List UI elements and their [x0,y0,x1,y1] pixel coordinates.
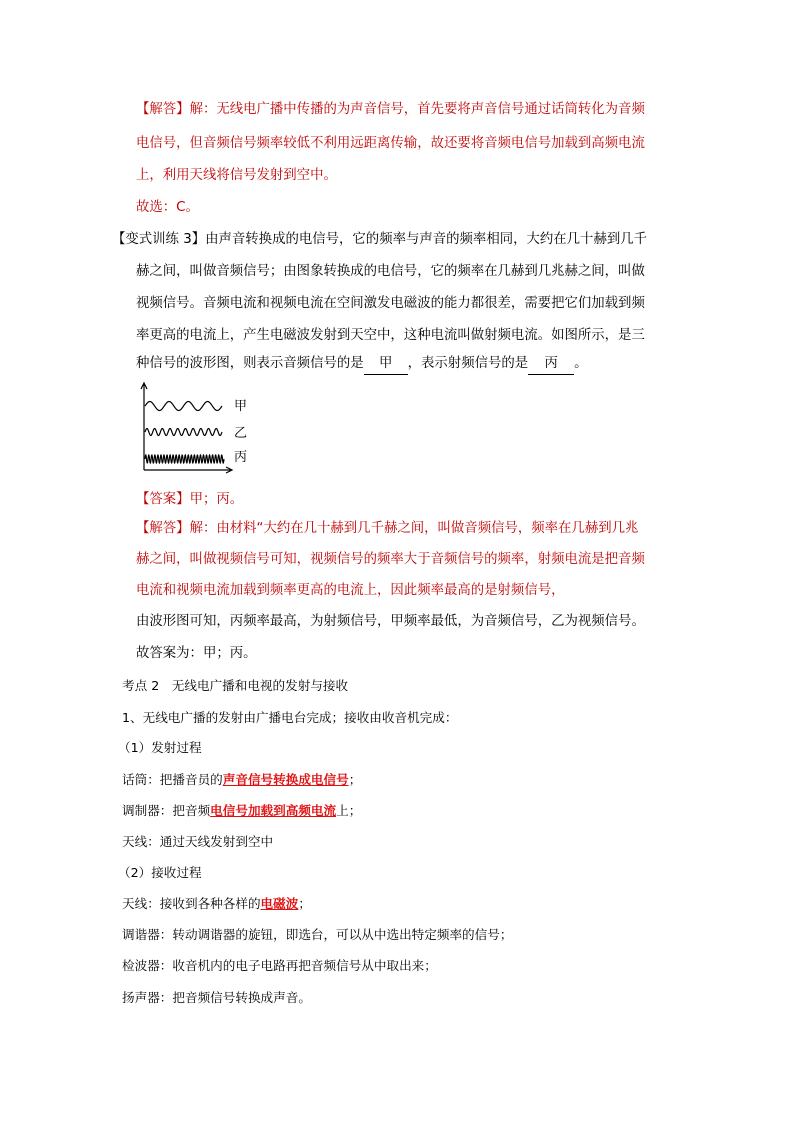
exercise-line-5: 种信号的波形图，则表示音频信号的是 甲 ，表示射频信号的是 丙 。 [136,354,588,375]
modulator-line: 调制器：把音频电信号加载到高频电流上； [122,803,362,818]
wave-label-rf: 丙 [234,450,248,465]
exercise-line-2: 赫之间，叫做音频信号；由图象转换成的电信号，它的频率在几赫到几兆赫之间，叫做 [136,264,645,279]
topic-heading: 考点 2 无线电广播和电视的发射与接收 [122,678,349,693]
exercise-tag: 【变式训练 3】 [112,232,206,247]
answer-line: 【答案】甲；丙。 [136,492,244,507]
antenna-transmit-line: 天线：通过天线发射到空中 [122,834,274,849]
solution-line-1: 【解答】解：无线电广播中传播的为声音信号，首先要将声音信号通过话筒转化为音频 [136,102,645,117]
keyword-sound-to-electric: 声音信号转换成电信号 [222,772,349,787]
solution2-line-1: 【解答】解：由材料“大约在几十赫到几千赫之间，叫做音频信号，频率在几赫到几兆 [136,521,639,536]
speaker-line: 扬声器：把音频信号转换成声音。 [122,990,311,1005]
solution-line-2: 电信号，但音频信号频率较低不利用远距离传输，故还要将音频电信号加载到高频电流 [136,136,645,151]
solution2-tag: 【解答】 [136,521,190,536]
antenna-receive-line: 天线：接收到各种各样的电磁波； [122,896,311,911]
tuner-line: 调谐器：转动调谐器的旋钮，即选台，可以从中选出特定频率的信号； [122,927,513,942]
solution2-line-2: 赫之间，叫做视频信号可知，视频信号的频率大于音频信号的频率，射频电流是把音频 [136,552,645,567]
keyword-em-wave: 电磁波 [260,896,299,911]
wave-label-audio: 甲 [234,399,248,414]
detector-line: 检波器：收音机内的电子电路再把音频信号从中取出来； [122,958,437,973]
exercise-line-4: 率更高的电流上，产生电磁波发射到天空中，这种电流叫做射频电流。如图所示，是三 [136,328,645,343]
solution2-line-3: 电流和视频电流加载到频率更高的电流上，因此频率最高的是射频信号， [136,583,565,598]
wave-video [145,429,222,436]
wave-label-video: 乙 [234,426,248,441]
exercise-line-1: 【变式训练 3】由声音转换成的电信号，它的频率与声音的频率相同，大约在几十赫到几千 [112,232,648,247]
answer-blank-rf: 丙 [528,354,574,375]
waveform-diagram [140,380,260,476]
process-transmit: （1）发射过程 [118,740,202,755]
mic-line: 话筒：把播音员的声音信号转换成电信号； [122,772,362,787]
item-1: 1、无线电广播的发射由广播电台完成；接收由收音机完成： [122,710,458,725]
solution-tag: 【解答】 [136,102,190,117]
final-answer: 故答案为：甲；丙。 [136,646,257,661]
wave-rf [145,455,224,463]
wave-audio [145,402,222,411]
choice-answer: 故选：C。 [136,200,199,215]
keyword-load-hf: 电信号加载到高频电流 [210,803,337,818]
process-receive: （2）接收过程 [118,865,202,880]
solution2-line-4: 由波形图可知，丙频率最高，为射频信号，甲频率最低，为音频信号，乙为视频信号。 [136,614,645,629]
exercise-line-3: 视频信号。音频电流和视频电流在空间激发电磁波的能力都很差，需要把它们加载到频 [136,296,645,311]
answer-tag: 【答案】 [136,492,190,507]
answer-blank-audio: 甲 [364,354,408,375]
solution-line-3: 上，利用天线将信号发射到空中。 [136,168,337,183]
